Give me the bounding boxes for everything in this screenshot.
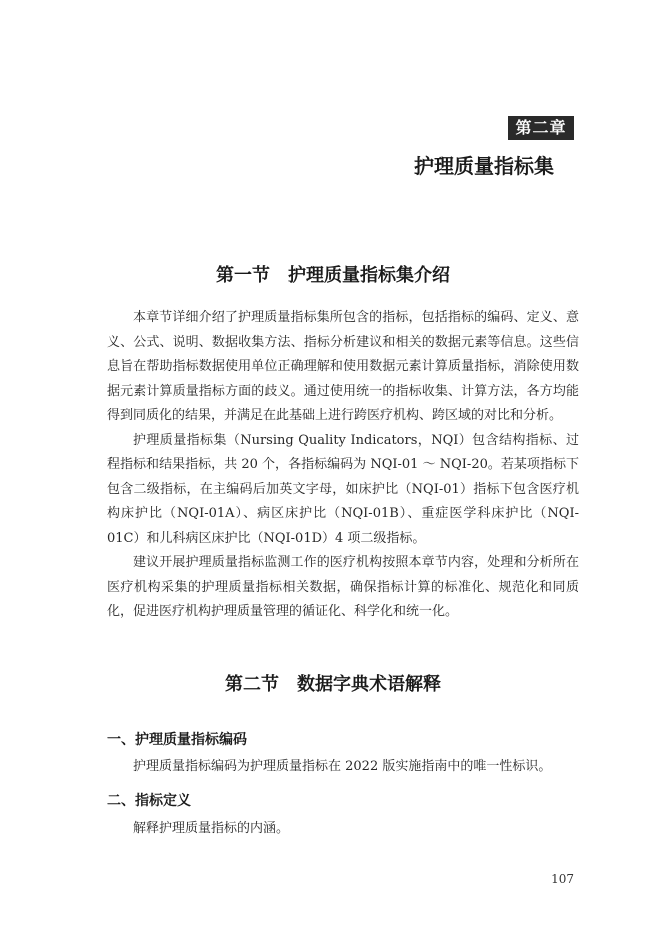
section-1-body	[107, 306, 579, 625]
chapter-badge: 第二章	[508, 116, 574, 140]
section-2-heading	[0, 672, 666, 698]
section-1-title: 护理质量指标集介绍	[288, 265, 450, 286]
section-2-number: 第二节	[225, 674, 279, 695]
section-1-heading	[0, 263, 666, 289]
paragraph: 本章节详细介绍了护理质量指标集所包含的指标，包括指标的编码、定义、意义、公式、说明、数据收集方法、指标分析建议和相关的数据元素等信息。这些信息旨在帮助指标数据使用单位正确理解和使用数据元素计算质量指标，消除使用数据元素计算质量指标方面的歧义。通过使用统一的指标收集、计算方法，各方均能得到同质化的结果，并满足在此基础上进行跨医疗机构、跨区域的对比和分析。	[107, 310, 579, 423]
paragraph: 护理质量指标集（Nursing Quality Indicators，NQI）包含结构指标、过程指标和结果指标，共 20 个，各指标编码为 NQI-01 ～ NQI-20。若某项指标下包含二级指标，在主编码后加英文字母，如床护比（NQI-01）指标下包含医疗机构床护比（NQI-01A）、病区床护比（NQI-01B）、重症医学科床护比（NQI-01C）和儿科病区床护比（NQI-01D）4 项二级指标。	[107, 432, 579, 546]
section-2-title: 数据字典术语解释	[297, 674, 441, 695]
subsection-heading: 二、指标定义	[107, 793, 191, 809]
paragraph: 建议开展护理质量指标监测工作的医疗机构按照本章节内容，处理和分析所在医疗机构采集的护理质量指标相关数据，确保指标计算的标准化、规范化和同质化，促进医疗机构护理质量管理的循证化、科学化和统一化。	[107, 555, 579, 619]
section-1-number: 第一节	[216, 265, 270, 286]
subsection-text: 护理质量指标编码为护理质量指标在 2022 版实施指南中的唯一性标识。	[133, 759, 552, 774]
chapter-title: 护理质量指标集	[414, 154, 554, 178]
subsection-heading: 一、护理质量指标编码	[107, 732, 247, 748]
subsection-text: 解释护理质量指标的内涵。	[133, 821, 290, 836]
page-number: 107	[551, 872, 574, 886]
